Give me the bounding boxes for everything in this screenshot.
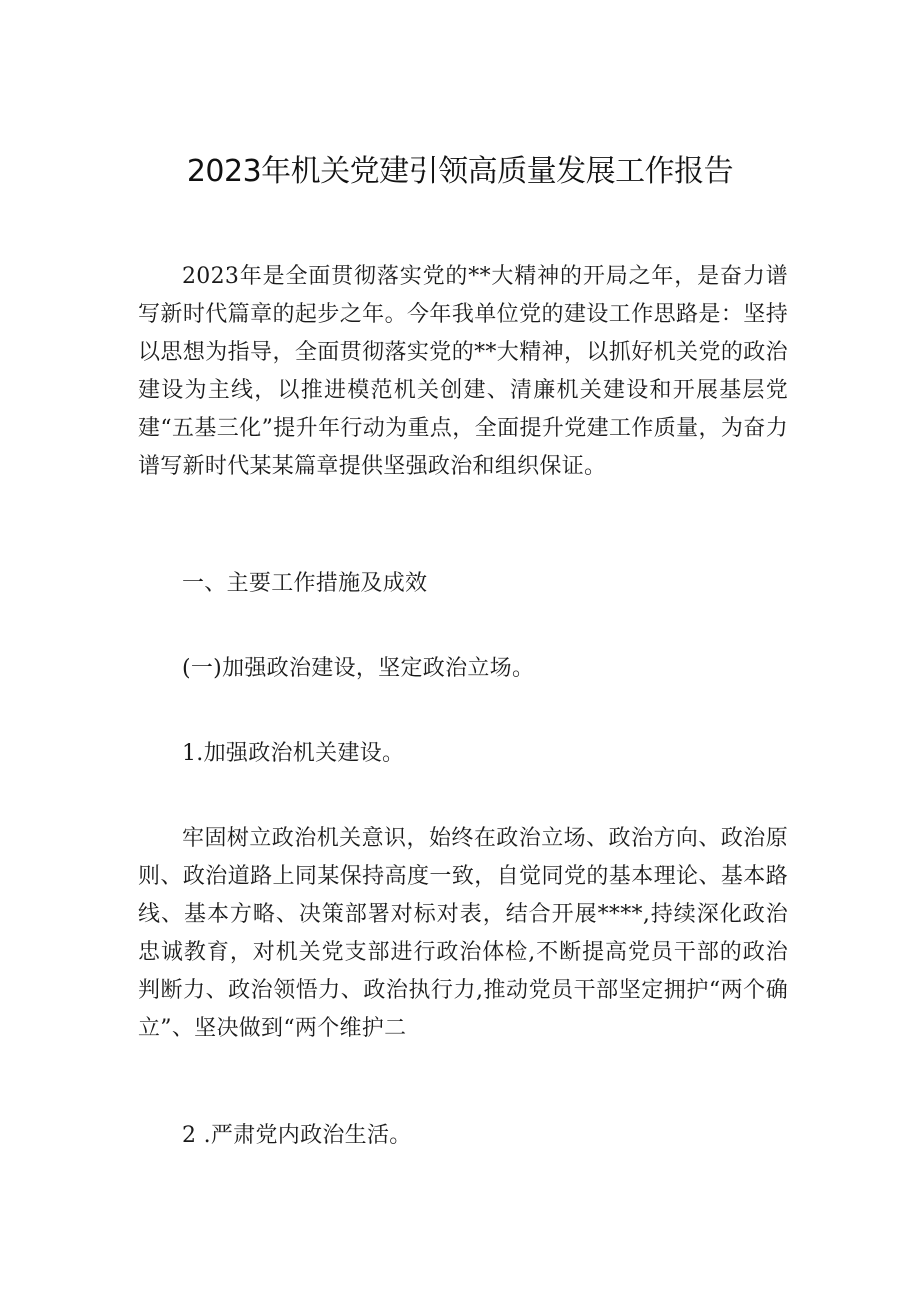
item1-heading: 1.加强政治机关建设。 — [182, 741, 405, 766]
intro-paragraph: 2023年是全面贯彻落实党的**大精神的开局之年，是奋力谱写新时代篇章的起步之年。今年我单位党的建设工作思路是：坚持以思想为指导，全面贯彻落实党的**大精神，以抓好机关党的政治建设为主线，以推进模范机关创建、清廉机关建设和开展基层党建“五基三化”提升年行动为重点，全面提升党建工作质量，为奋力谱写新时代某某篇章提供坚强政治和组织保证。 — [138, 264, 788, 479]
document-title: 2023年机关党建引领高质量发展工作报告 — [186, 154, 734, 190]
item1-paragraph: 牢固树立政治机关意识，始终在政治立场、政治方向、政治原则、政治道路上同某保持高度一致，自觉同党的基本理论、基本路线、基本方略、决策部署对标对表，结合开展****,持续深化政治忠诚教育，对机关党支部进行政治体检,不断提高党员干部的政治判断力、政治领悟力、政治执行力,推动党员干部坚定拥护“两个确立”、坚决做到“两个维护二 — [138, 826, 788, 1041]
section-heading: 一、主要工作措施及成效 — [182, 571, 428, 596]
subsection-heading: (一)加强政治建设，坚定政治立场。 — [182, 656, 535, 681]
item2-heading: 2 .严肃党内政治生活。 — [182, 1123, 412, 1148]
